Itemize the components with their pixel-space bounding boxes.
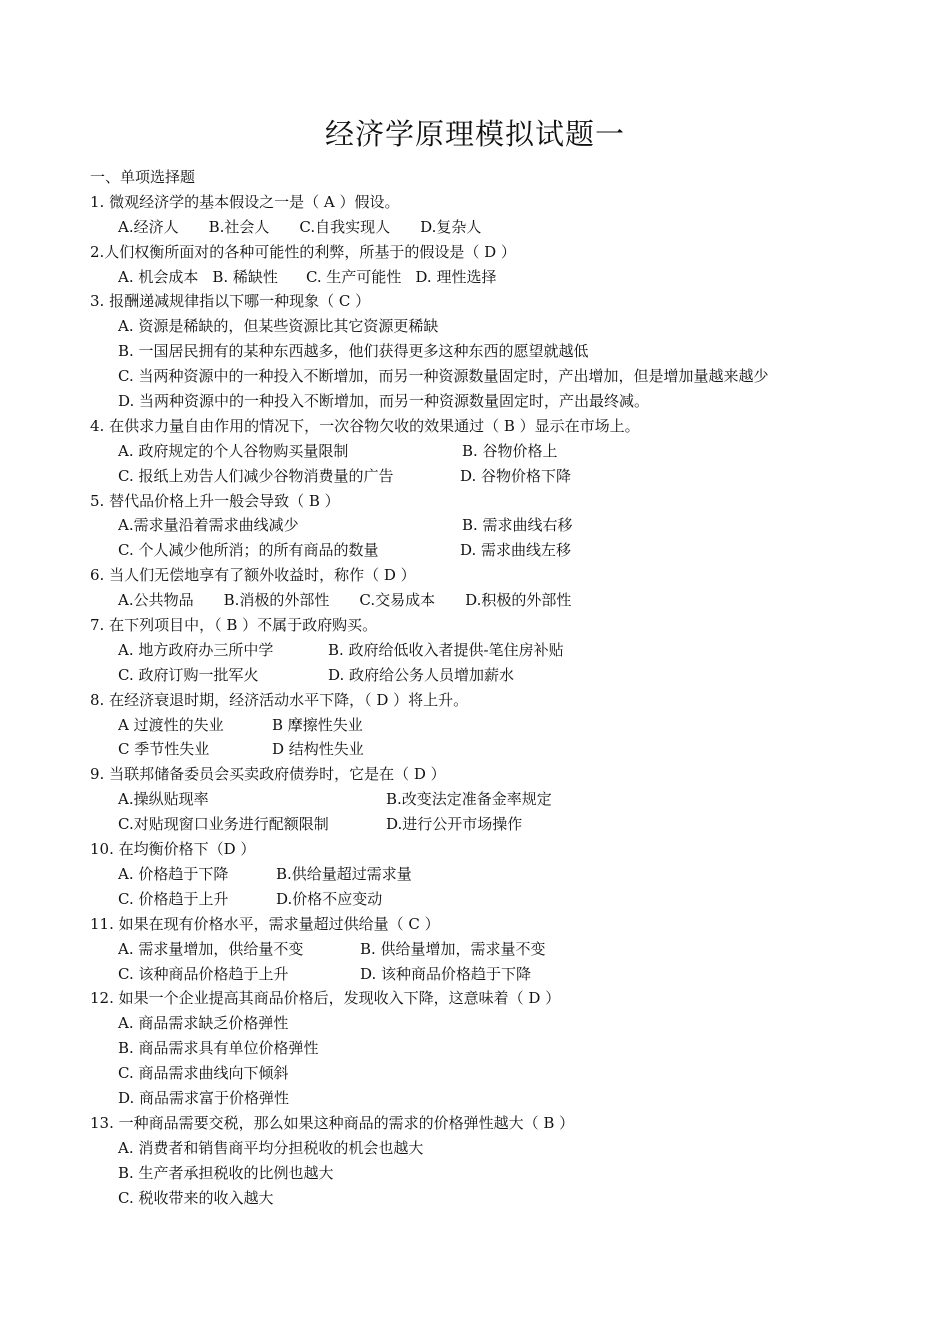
option: C. 价格趋于上升 — [118, 889, 229, 908]
section-heading: 一、单项选择题 — [90, 168, 196, 186]
option: B. 供给量增加，需求量不变 — [360, 939, 546, 958]
option: A.操纵贴现率 — [118, 790, 209, 809]
option: B.改变法定准备金率规定 — [386, 790, 552, 809]
option: C.对贴现窗口业务进行配额限制 — [118, 815, 329, 834]
option: D.价格不应变动 — [276, 889, 383, 908]
option-row — [90, 1086, 930, 1111]
option: B. 需求曲线右移 — [462, 516, 573, 535]
option: D. 商品需求富于价格弹性 — [118, 1088, 290, 1107]
option-row — [90, 737, 930, 762]
option-row — [90, 1061, 930, 1086]
option-row — [90, 1011, 930, 1036]
option-row — [90, 937, 930, 962]
option-row — [90, 787, 930, 812]
option: B. 生产者承担税收的比例也越大 — [118, 1163, 334, 1182]
option: B.社会人 — [208, 217, 270, 236]
option: C. 生产可能性 — [305, 267, 402, 286]
option-row — [90, 1036, 930, 1061]
option: B. 一国居民拥有的某种东西越多，他们获得更多这种东西的愿望就越低 — [118, 342, 589, 361]
question-stem: 13. 一种商品需要交税，那么如果这种商品的需求的价格弹性越大（ B ） — [90, 1113, 575, 1132]
option: D.进行公开市场操作 — [386, 815, 523, 834]
option: A.公共物品 — [118, 591, 194, 610]
question-stem: 12. 如果一个企业提高其商品价格后，发现收入下降，这意味着（ D ） — [90, 989, 561, 1008]
option: B. 谷物价格上 — [462, 441, 558, 460]
option: B 摩擦性失业 — [272, 715, 363, 734]
option: C. 该种商品价格趋于上升 — [118, 964, 289, 983]
option: C 季节性失业 — [118, 740, 210, 759]
option: D.积极的外部性 — [465, 591, 572, 610]
question-stem: 6. 当人们无偿地享有了额外收益时，称作（ D ） — [90, 566, 416, 585]
option: C. 当两种资源中的一种投入不断增加，而另一种资源数量固定时，产出增加，但是增加量越来越少 — [118, 367, 769, 386]
option: B. 稀缺性 — [212, 267, 278, 286]
option-row — [90, 962, 930, 987]
option: D. 政府给公务人员增加薪水 — [328, 665, 515, 684]
option: D. 谷物价格下降 — [460, 466, 572, 485]
option-row — [90, 314, 930, 339]
document-title: 经济学原理模拟试题一 — [324, 117, 625, 151]
option: C. 报纸上劝告人们减少谷物消费量的广告 — [118, 466, 394, 485]
option-row — [90, 812, 930, 837]
option: D. 需求曲线左移 — [460, 541, 572, 560]
option-row — [90, 215, 930, 240]
option: D. 当两种资源中的一种投入不断增加，而另一种资源数量固定时，产出最终减。 — [118, 392, 650, 411]
option: C. 商品需求曲线向下倾斜 — [118, 1064, 289, 1083]
option: D. 该种商品价格趋于下降 — [360, 964, 532, 983]
option: C. 政府订购一批军火 — [118, 665, 259, 684]
option: A. 地方政府办三所中学 — [118, 640, 274, 659]
option: D 结构性失业 — [272, 740, 364, 759]
option: A. 政府规定的个人谷物购买量限制 — [118, 441, 349, 460]
option: A. 需求量增加，供给量不变 — [118, 939, 304, 958]
option-row — [90, 389, 930, 414]
option: A. 消费者和销售商平均分担税收的机会也越大 — [118, 1138, 424, 1157]
option: A. 商品需求缺乏价格弹性 — [118, 1014, 289, 1033]
option: A.经济人 — [118, 217, 179, 236]
option-row — [90, 339, 930, 364]
option-row — [90, 464, 930, 489]
question-stem: 3. 报酬递减规律指以下哪一种现象（ C ） — [90, 292, 371, 311]
option-row — [90, 265, 930, 290]
question-stem: 7. 在下列项目中，（ B ）不属于政府购买。 — [90, 616, 378, 635]
option-row — [90, 538, 930, 563]
option-row — [90, 663, 930, 688]
option-row — [90, 1186, 930, 1211]
option: C. 个人减少他所消；的所有商品的数量 — [118, 541, 379, 560]
option-row — [90, 588, 930, 613]
option: A 过渡性的失业 — [118, 715, 224, 734]
option: B.消极的外部性 — [223, 591, 330, 610]
option-row — [90, 513, 930, 538]
option-row — [90, 364, 930, 389]
question-stem: 4. 在供求力量自由作用的情况下，一次谷物欠收的效果通过（ B ）显示在市场上。 — [90, 416, 640, 435]
option: A. 机会成本 — [118, 267, 199, 286]
option-row — [90, 713, 930, 738]
option: B. 商品需求具有单位价格弹性 — [118, 1039, 319, 1058]
question-stem: 10. 在均衡价格下（D ） — [90, 840, 256, 859]
option-row — [90, 1136, 930, 1161]
question-stem: 8. 在经济衰退时期，经济活动水平下降，（ D ）将上升。 — [90, 690, 469, 709]
option-row — [90, 887, 930, 912]
option: A. 价格趋于下降 — [118, 864, 229, 883]
option: A.需求量沿着需求曲线减少 — [118, 516, 299, 535]
option: B. 政府给低收入者提供-笔住房补贴 — [328, 640, 564, 659]
option: C.自我实现人 — [299, 217, 391, 236]
option: D. 理性选择 — [415, 267, 497, 286]
option: C. 税收带来的收入越大 — [118, 1188, 274, 1207]
option: A. 资源是稀缺的，但某些资源比其它资源更稀缺 — [118, 317, 439, 336]
question-stem: 5. 替代品价格上升一般会导致（ B ） — [90, 491, 340, 510]
option-row — [90, 862, 930, 887]
option: D.复杂人 — [420, 217, 482, 236]
option-row — [90, 439, 930, 464]
option: C.交易成本 — [359, 591, 436, 610]
question-stem: 9. 当联邦储备委员会买卖政府债券时，它是在（ D ） — [90, 765, 446, 784]
question-list — [90, 165, 930, 1210]
option-row — [90, 638, 930, 663]
question-stem: 11. 如果在现有价格水平，需求量超过供给量（ C ） — [90, 914, 440, 933]
question-stem: 1. 微观经济学的基本假设之一是（ A ）假设。 — [90, 192, 400, 211]
question-stem: 2.人们权衡所面对的各种可能性的利弊，所基于的假设是（ D ） — [90, 242, 516, 261]
option: B.供给量超过需求量 — [276, 864, 412, 883]
option-row — [90, 1161, 930, 1186]
